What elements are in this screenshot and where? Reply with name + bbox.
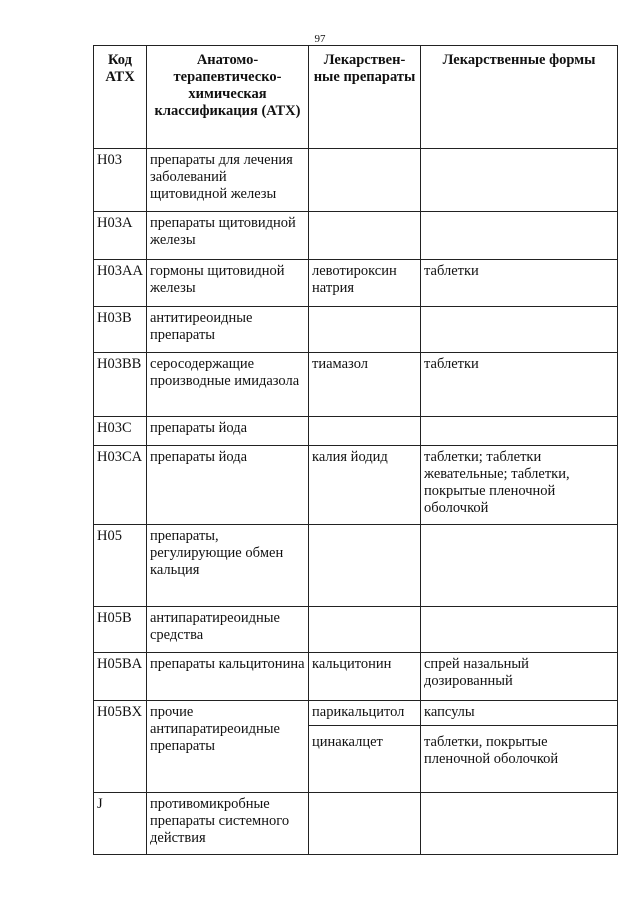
- cell-forms-2: таблетки, покрытые пленочной оболочкой: [421, 725, 617, 768]
- cell-classification: препараты йода: [147, 417, 309, 446]
- table-row: [94, 260, 618, 307]
- cell-forms: [421, 307, 618, 353]
- cell-drug: [309, 607, 421, 653]
- header-drugs: Лекарствен-ные препараты: [309, 46, 421, 149]
- table-header-row: [94, 46, 618, 149]
- cell-forms: [421, 525, 618, 607]
- cell-code: H03B: [94, 307, 147, 353]
- cell-drug-2: цинакалцет: [309, 725, 420, 751]
- cell-forms: [421, 417, 618, 446]
- cell-forms: таблетки; таблетки жевательные; таблетки, покрытые пленочной оболочкой: [421, 446, 618, 525]
- cell-code: H03AA: [94, 260, 147, 307]
- cell-code: H03CA: [94, 446, 147, 525]
- table-row: [94, 417, 618, 446]
- cell-code: H05BX: [94, 701, 147, 793]
- cell-drug: тиамазол: [309, 353, 421, 417]
- cell-code: J: [94, 793, 147, 855]
- cell-drug: [309, 525, 421, 607]
- cell-code: H05: [94, 525, 147, 607]
- cell-drug: [309, 417, 421, 446]
- cell-classification: препараты йода: [147, 446, 309, 525]
- cell-classification: антипаратиреоидные средства: [147, 607, 309, 653]
- cell-classification: серосодержащие производные имидазола: [147, 353, 309, 417]
- table-row: [94, 307, 618, 353]
- cell-forms: [421, 793, 618, 855]
- cell-classification: препараты, регулирующие обмен кальция: [147, 525, 309, 607]
- table-row: [94, 353, 618, 417]
- header-classification: Анатомо-терапевтическо-химическая классификация (АТХ): [147, 46, 309, 149]
- cell-classification: препараты кальцитонина: [147, 653, 309, 701]
- table-row: [94, 212, 618, 260]
- cell-drug: кальцитонин: [309, 653, 421, 701]
- cell-forms: [421, 701, 618, 793]
- atx-table: [93, 45, 618, 855]
- cell-drug: [309, 307, 421, 353]
- header-code: Код АТХ: [94, 46, 147, 149]
- table-row: [94, 525, 618, 607]
- cell-forms: [421, 607, 618, 653]
- cell-classification: прочие антипаратиреоидные препараты: [147, 701, 309, 793]
- cell-drug: калия йодид: [309, 446, 421, 525]
- header-forms: Лекарственные формы: [421, 46, 618, 149]
- cell-drug: [309, 701, 421, 793]
- cell-drug: [309, 149, 421, 212]
- table-row: [94, 701, 618, 793]
- cell-drug: левотироксин натрия: [309, 260, 421, 307]
- cell-forms: спрей назальный дозированный: [421, 653, 618, 701]
- cell-classification: препараты щитовидной железы: [147, 212, 309, 260]
- cell-forms: [421, 149, 618, 212]
- cell-code: H03C: [94, 417, 147, 446]
- cell-code: H05BA: [94, 653, 147, 701]
- cell-drug: [309, 793, 421, 855]
- table-row: [94, 149, 618, 212]
- cell-code: H03: [94, 149, 147, 212]
- table-row: [94, 793, 618, 855]
- table-row: [94, 607, 618, 653]
- cell-code: H03BB: [94, 353, 147, 417]
- cell-code: H03A: [94, 212, 147, 260]
- table-row: [94, 446, 618, 525]
- cell-forms: [421, 212, 618, 260]
- cell-forms: таблетки: [421, 260, 618, 307]
- cell-classification: гормоны щитовидной железы: [147, 260, 309, 307]
- table-row: [94, 653, 618, 701]
- cell-forms: таблетки: [421, 353, 618, 417]
- cell-classification: препараты для лечения заболеваний щитовидной железы: [147, 149, 309, 212]
- cell-classification: антитиреоидные препараты: [147, 307, 309, 353]
- page-number: 97: [314, 33, 326, 45]
- cell-drug: [309, 212, 421, 260]
- cell-drug-1: парикальцитол: [312, 704, 405, 720]
- cell-forms-1: капсулы: [424, 704, 475, 720]
- cell-classification: противомикробные препараты системного действия: [147, 793, 309, 855]
- cell-code: H05B: [94, 607, 147, 653]
